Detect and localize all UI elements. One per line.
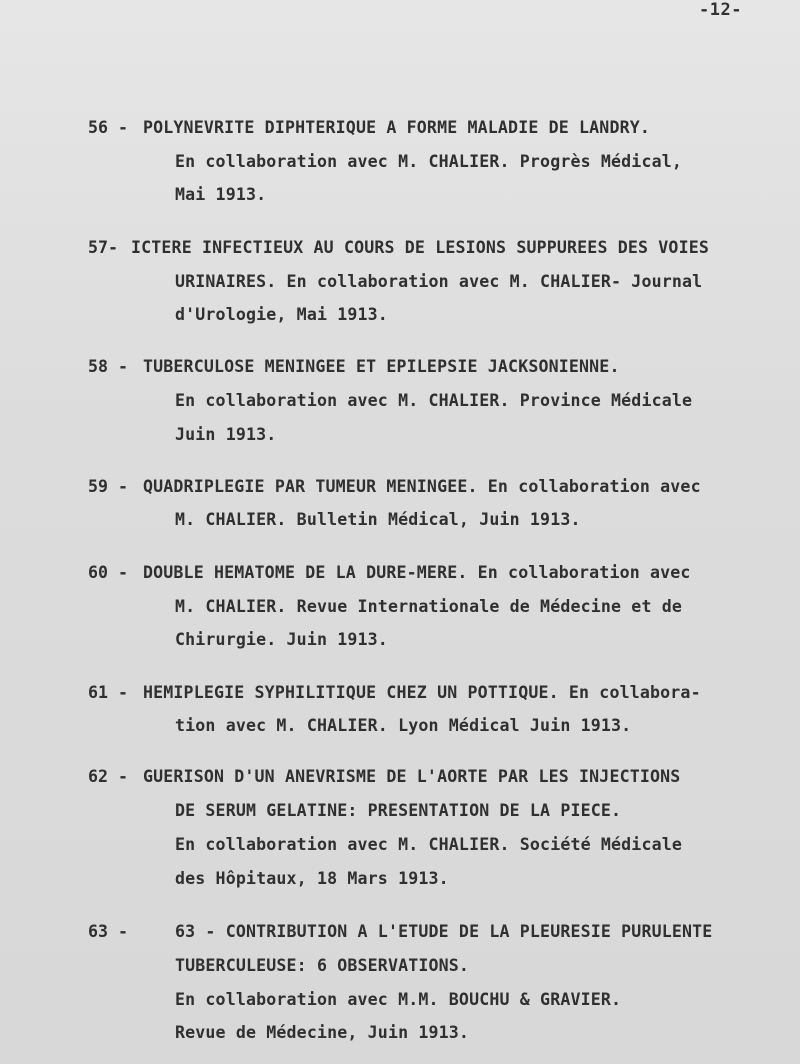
entry-text-line: En collaboration avec M.M. BOUCHU & GRAVIER. [175,990,622,1009]
entry-text-line: Chirurgie. Juin 1913. [175,630,388,649]
entry-title-line: DE SERUM GELATINE: PRESENTATION DE LA PIECE. [175,801,622,820]
entry-number: 59 - [88,477,128,496]
entry-number: 57- [88,238,118,257]
entry-text-line: URINAIRES. En collaboration avec M. CHALIER- Journal [175,272,703,291]
entry-text-line: Mai 1913. [175,185,267,204]
entry-number: 58 - [88,357,128,376]
entry-number: 60 - [88,563,128,582]
entry-number: 56 - [88,118,128,137]
entry-title-line: QUADRIPLEGIE PAR TUMEUR MENINGEE. En collaboration avec [143,477,701,496]
entry-number: 62 - [88,767,128,786]
entry-title-line: 63 - CONTRIBUTION A L'ETUDE DE LA PLEURESIE PURULENTE [175,922,713,941]
entry-title-line: DOUBLE HEMATOME DE LA DURE-MERE. En collaboration avec [143,563,691,582]
entry-text-line: Juin 1913. [175,425,277,444]
entry-text-line: d'Urologie, Mai 1913. [175,305,388,324]
page-number: -12- [699,0,742,20]
entry-text-line: M. CHALIER. Bulletin Médical, Juin 1913. [175,510,581,529]
entry-title-line: TUBERCULEUSE: 6 OBSERVATIONS. [175,956,470,975]
entry-title-line: TUBERCULOSE MENINGEE ET EPILEPSIE JACKSONIENNE. [143,357,620,376]
entry-title-line: GUERISON D'UN ANEVRISME DE L'AORTE PAR LES INJECTIONS [143,767,681,786]
entry-text-line: En collaboration avec M. CHALIER. Province Médicale [175,391,693,410]
entry-text-line: En collaboration avec M. CHALIER. Société Médicale [175,835,683,854]
entry-text-line: des Hôpitaux, 18 Mars 1913. [175,869,449,888]
entry-number: 63 - [88,922,128,941]
entry-title-line: HEMIPLEGIE SYPHILITIQUE CHEZ UN POTTIQUE. En collabora- [143,683,701,702]
entry-number: 61 - [88,683,128,702]
entry-text-line: tion avec M. CHALIER. Lyon Médical Juin 1913. [175,716,632,735]
entry-text-line: M. CHALIER. Revue Internationale de Médecine et de [175,597,683,616]
entry-text-line: Revue de Médecine, Juin 1913. [175,1023,470,1042]
entry-title-line: ICTERE INFECTIEUX AU COURS DE LESIONS SUPPUREES DES VOIES [131,238,709,257]
entry-title-line: POLYNEVRITE DIPHTERIQUE A FORME MALADIE DE LANDRY. [143,118,651,137]
entry-text-line: En collaboration avec M. CHALIER. Progrès Médical, [175,152,683,171]
